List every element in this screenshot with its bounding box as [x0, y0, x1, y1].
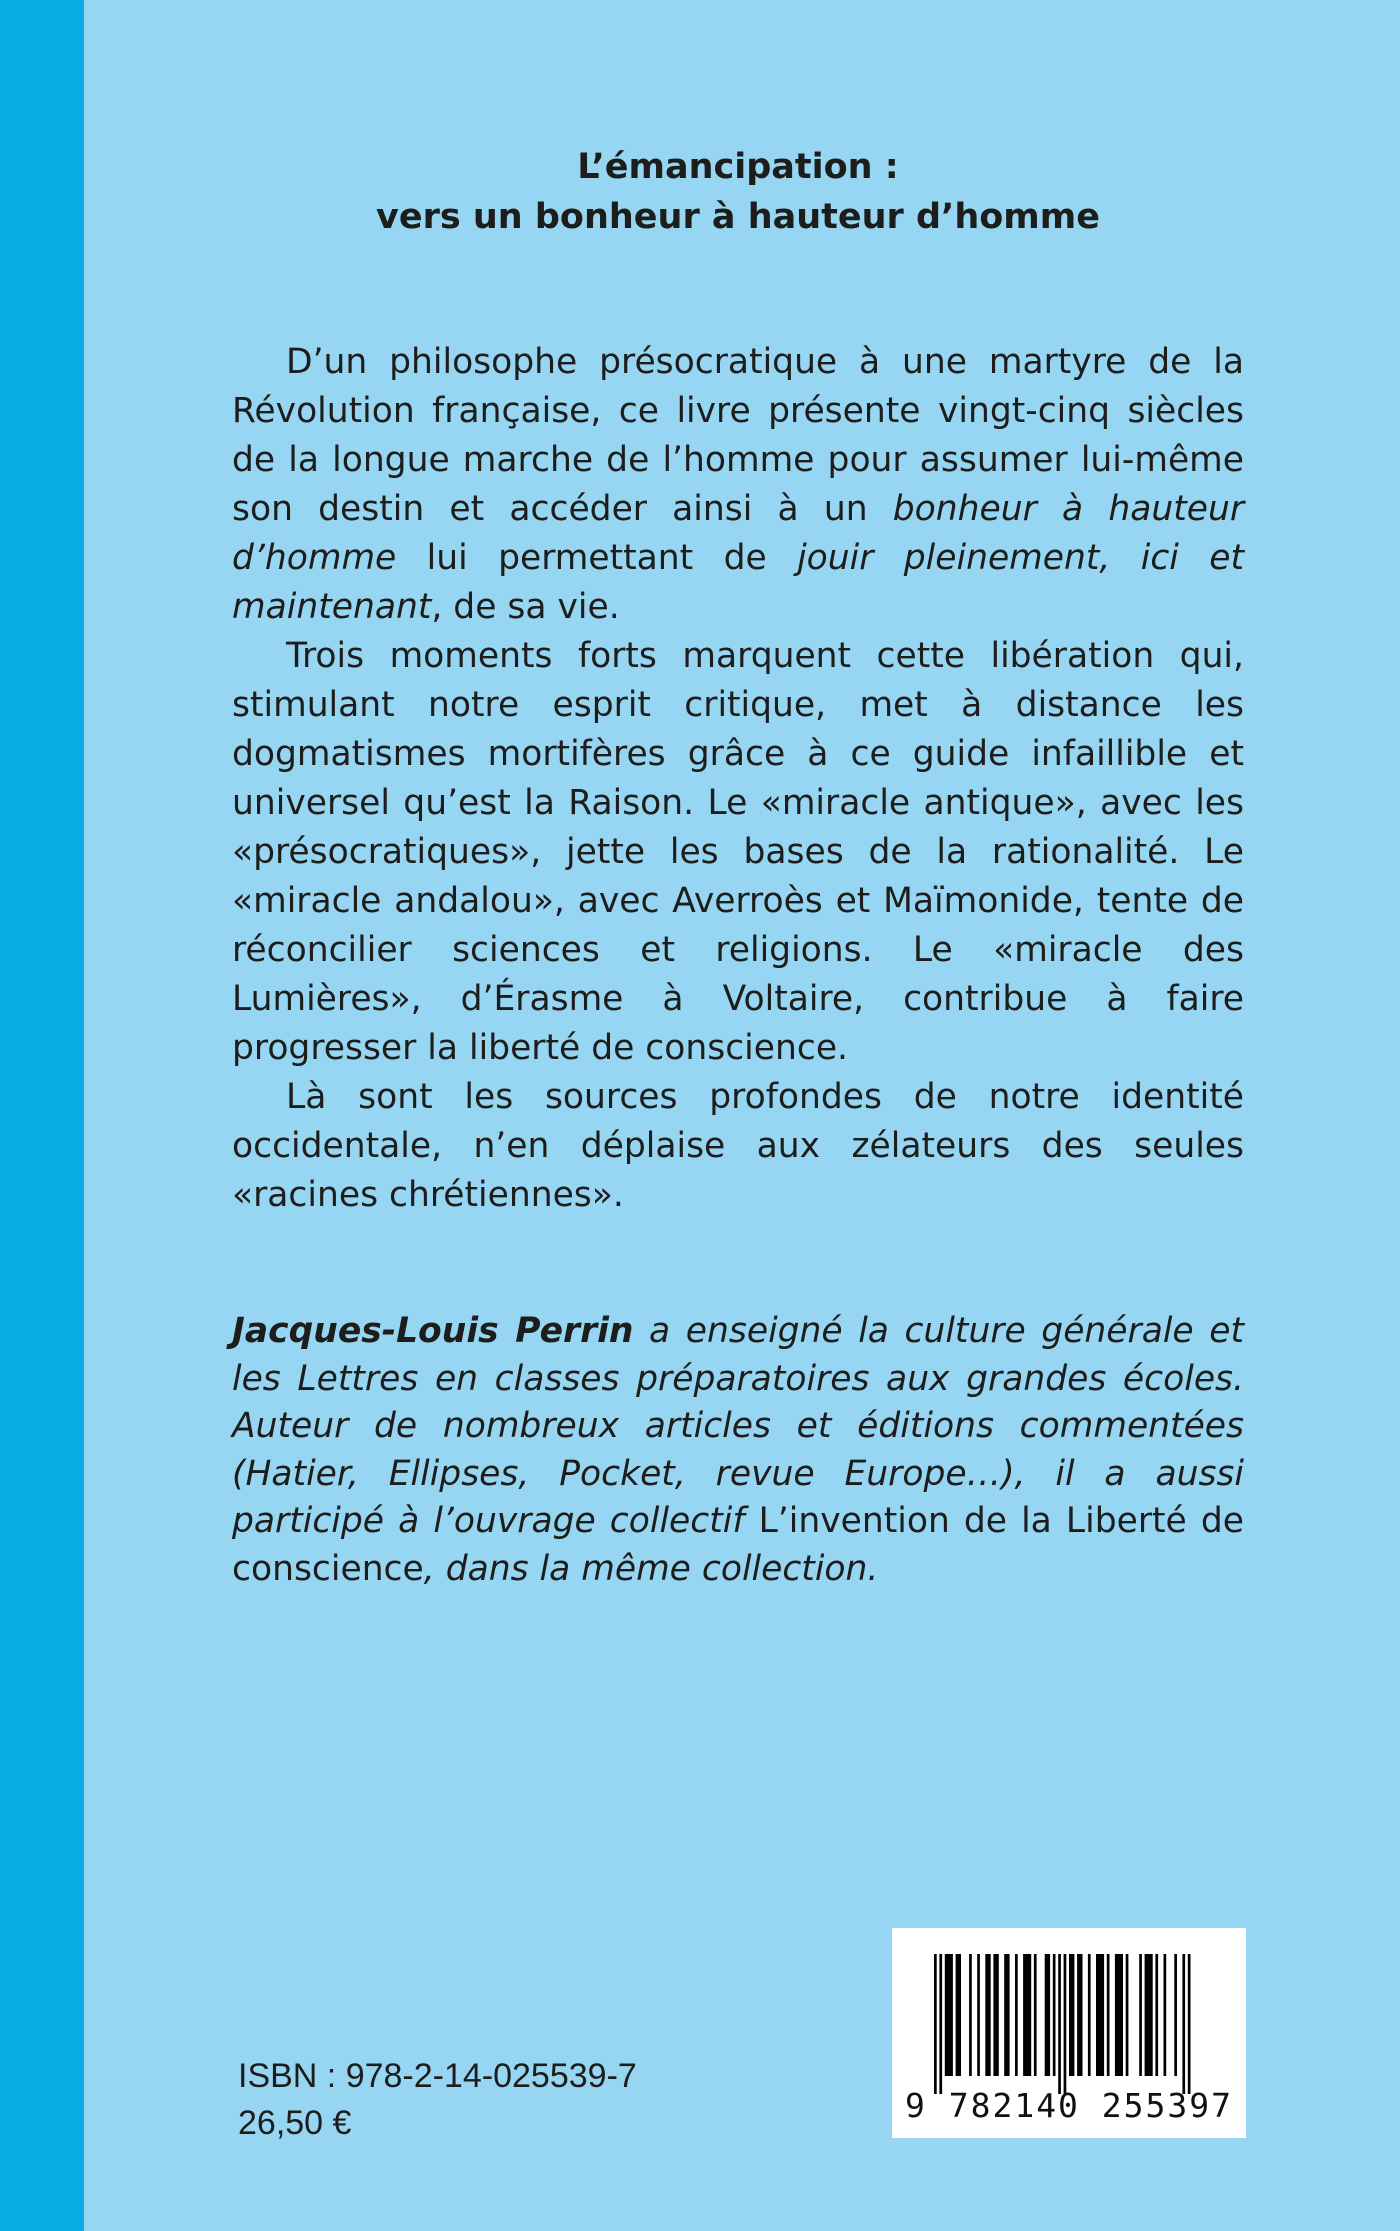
barcode: [892, 1928, 1246, 2138]
barcode-bar: [1034, 1954, 1037, 2076]
barcode-bar: [1115, 1954, 1123, 2076]
barcode-bar: [1188, 1954, 1191, 2094]
title-line-1: L’émancipation :: [577, 147, 899, 187]
blurb-paragraph-2: Trois moments forts marquent cette libération qui, stimulant notre esprit critique, met à distance les dogmatismes mortifères grâce à ce guide infaillible et universel qu’est la Raison. Le «miracle antique», avec les «présocratiques», jette les bases de la rationalité. Le «miracle andalou», avec Averroès et Maïmonide, tente de réconcilier sciences et religions. Le «miracle des Lumières», d’Érasme à Voltaire, contribue à faire progresser la liberté de conscience.: [232, 636, 1244, 1068]
barcode-bar: [945, 1954, 953, 2076]
price: 26,50 €: [238, 2104, 352, 2142]
barcode-bar: [969, 1954, 972, 2076]
barcode-bar: [956, 1954, 961, 2076]
barcode-bar: [1069, 1954, 1074, 2076]
barcode-bar: [1145, 1954, 1153, 2076]
barcode-bar: [1058, 1954, 1061, 2094]
blurb-text-run: , de sa vie.: [431, 587, 620, 627]
barcode-bar: [1064, 1954, 1067, 2094]
barcode-bar: [1045, 1954, 1050, 2076]
barcode-bar: [1015, 1954, 1018, 2076]
barcode-bar: [1004, 1954, 1009, 2076]
barcode-bar: [977, 1954, 980, 2076]
barcode-bar: [1088, 1954, 1091, 2076]
barcode-bar: [1053, 1954, 1056, 2076]
author-bio: [232, 1308, 1244, 1593]
blurb-text-run: lui permettant de: [396, 538, 798, 578]
author-name: Jacques-Louis Perrin: [232, 1311, 634, 1351]
blurb-text-run: D’un philosophe présocratique à une martyre de la Révolution française, ce livre présente vingt-cinq siècles de la longue marche de l’homme pour assumer lui-même son destin et accéder ainsi à un: [232, 342, 1244, 529]
blurb-paragraph-3: Là sont les sources profondes de notre identité occidentale, n’en déplaise aux zélateurs des seules «racines chrétiennes».: [232, 1077, 1244, 1215]
barcode-bar: [939, 1954, 942, 2094]
blurb-italic-phrase: jouir pleinement, ici et maintenant: [232, 538, 1245, 627]
author-bio-text: a enseigné la culture générale et les Lettres en classes préparatoires aux grandes écoles. Auteur de nombreux articles et éditions commentées (Hatier, Ellipses, Pocket, revue Europe…), il a aussi participé à l’ouvrage collectif: [232, 1311, 1244, 1541]
barcode-bar: [1126, 1954, 1129, 2076]
barcode-bar: [1107, 1954, 1110, 2076]
blurb-text: [232, 338, 1244, 1220]
author-work-title: L’invention de la Liberté de conscience: [232, 1501, 1244, 1589]
barcode-bar: [1174, 1954, 1177, 2076]
barcode-bar: [1164, 1954, 1167, 2076]
cover-spine-band: [0, 0, 84, 2231]
blurb-paragraph-1: [232, 338, 1244, 632]
back-cover-title: [232, 142, 1244, 242]
barcode-bar: [1155, 1954, 1158, 2076]
barcode-digits: 9 782140 255397: [904, 2086, 1233, 2125]
author-bio-text-end: , dans la même collection.: [423, 1548, 879, 1589]
barcode-bar: [1077, 1954, 1082, 2076]
barcode-bar: [1139, 1954, 1142, 2076]
blurb-italic-phrase: bonheur à hauteur d’homme: [232, 489, 1244, 578]
barcode-bar: [1023, 1954, 1031, 2076]
barcode-bar: [1182, 1954, 1185, 2094]
barcode-bar: [985, 1954, 990, 2076]
barcode-bar: [993, 1954, 998, 2076]
barcode-bar: [1096, 1954, 1104, 2076]
title-line-2: vers un bonheur à hauteur d’homme: [376, 197, 1100, 237]
barcode-bar: [934, 1954, 937, 2094]
isbn-number: ISBN : 978-2-14-025539-7: [238, 2057, 637, 2095]
